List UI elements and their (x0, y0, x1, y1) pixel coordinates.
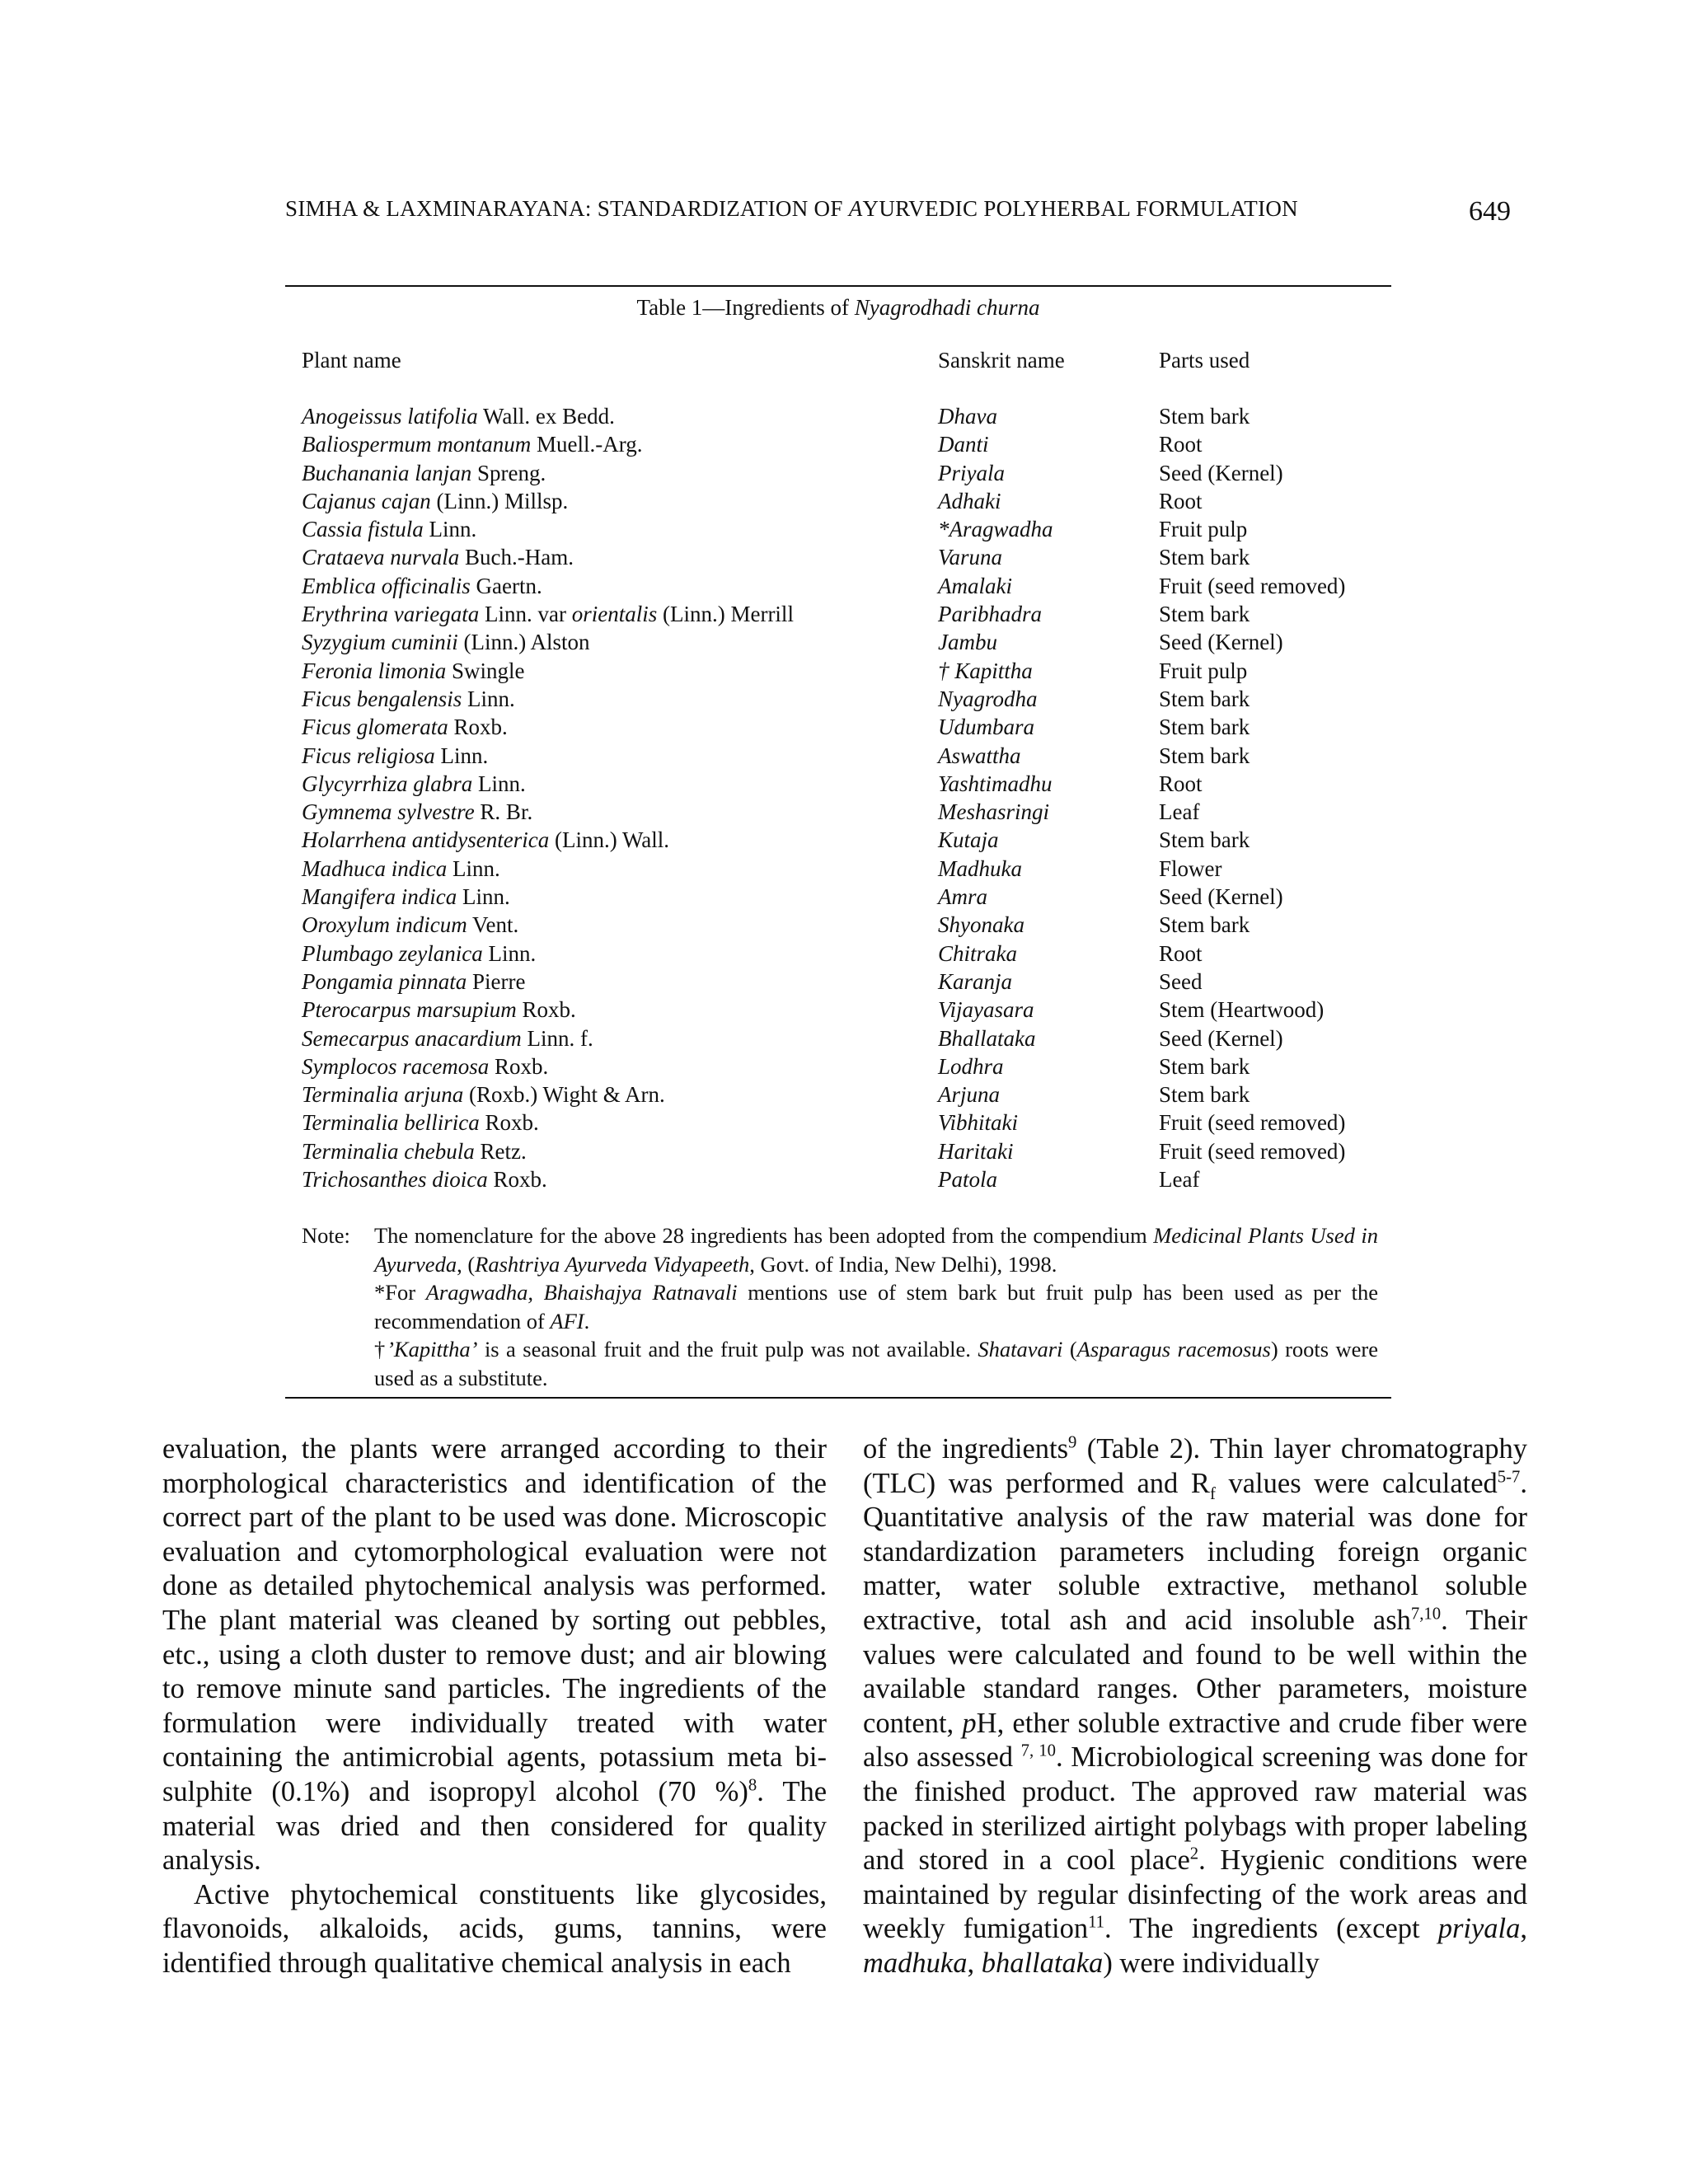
parts-used: Stem bark (1159, 545, 1250, 570)
table-row (285, 742, 1391, 770)
plant-name: Cassia fistula Linn. (302, 517, 477, 542)
parts-used: Seed (1159, 968, 1203, 994)
sanskrit-name: † Kapittha (938, 658, 1033, 683)
sanskrit-name: Udumbara (938, 715, 1035, 740)
sanskrit-name: Haritaki (938, 1138, 1014, 1164)
table-row (285, 855, 1391, 883)
column-header-plant-name: Plant name (302, 348, 401, 373)
parts-used: Fruit (seed removed) (1159, 573, 1346, 598)
sanskrit-name: Shyonaka (938, 912, 1025, 938)
sanskrit-name: Lodhra (938, 1053, 1004, 1079)
sanskrit-name: Adhaki (938, 488, 1001, 513)
body-column-right (863, 1432, 1527, 1981)
table-row (285, 628, 1391, 656)
parts-used: Stem bark (1159, 715, 1250, 740)
sanskrit-name: Vijayasara (938, 997, 1034, 1023)
table-row (285, 940, 1391, 968)
table-row (285, 883, 1391, 911)
sanskrit-name: Aswattha (938, 743, 1021, 768)
column-header-sanskrit-name: Sanskrit name (938, 348, 1065, 373)
table-row (285, 713, 1391, 741)
table-row (285, 996, 1391, 1024)
plant-name: Trichosanthes dioica Roxb. (302, 1167, 547, 1193)
plant-name: Syzygium cuminii (Linn.) Alston (302, 630, 590, 655)
table-row (285, 430, 1391, 458)
table-row (285, 600, 1391, 628)
sanskrit-name: Patola (938, 1167, 997, 1193)
parts-used: Stem (Heartwood) (1159, 997, 1325, 1023)
table-row (285, 572, 1391, 600)
sanskrit-name: *Aragwadha (938, 517, 1053, 542)
paragraph-evaluation: evaluation, the plants were arranged according to their morphological characteristics and identification of the correct part of the plant to be used was done. Microscopic evaluation and cytomorphological evaluation were not done as detailed phytochemical analysis was performed. The plant material was cleaned by sorting out pebbles, etc., using a cloth duster to remove dust; and air blowing to remove minute sand particles. The ingredients of the formulation were individually treated with water containing the antimicrobial agents, potassium meta bi-sulphite (0.1%) and isopropyl alcohol (70 %)$^8$. The material was dried and then considered for quality analysis. (162, 1433, 828, 1877)
table-caption (285, 295, 1391, 328)
table-header-row (285, 348, 1391, 384)
table-row (285, 1108, 1391, 1137)
table-row (285, 911, 1391, 939)
plant-name: Holarrhena antidysenterica (Linn.) Wall. (302, 827, 670, 853)
note-nomenclature: The nomenclature for the above 28 ingredients has been adopted from the compendium Medicinal Plants Used in Ayurveda, (Rashtriya Ayurveda Vidyapeeth, Govt. of India, New Delhi), 1998. (374, 1223, 1378, 1277)
note-aragwadha: *For Aragwadha, Bhaishajya Ratnavali mentions use of stem bark but fruit pulp has been used as per the recommendation of AFI. (374, 1280, 1378, 1333)
sanskrit-name: Amra (938, 884, 987, 910)
plant-name: Ficus glomerata Roxb. (302, 715, 508, 740)
parts-used: Seed (Kernel) (1159, 630, 1283, 655)
table-row (285, 1024, 1391, 1052)
table-row (285, 459, 1391, 487)
table-row (285, 968, 1391, 996)
parts-used: Fruit pulp (1159, 517, 1248, 542)
sanskrit-name: Arjuna (938, 1082, 1001, 1108)
parts-used: Stem bark (1159, 1053, 1250, 1079)
table-row (285, 1137, 1391, 1165)
table-row (285, 770, 1391, 798)
plant-name: Terminalia arjuna (Roxb.) Wight & Arn. (302, 1082, 665, 1108)
parts-used: Fruit (seed removed) (1159, 1110, 1346, 1136)
table-caption-title: Nyagrodhadi churna (854, 295, 1040, 320)
parts-used: Stem bark (1159, 912, 1250, 938)
table-caption-prefix: Table 1—Ingredients of (636, 295, 855, 320)
plant-name: Pongamia pinnata Pierre (302, 968, 526, 994)
parts-used: Stem bark (1159, 827, 1250, 853)
note-kapittha: †’Kapittha’ is a seasonal fruit and the fruit pulp was not available. Shatavari (Asparagus racemosus) roots were used as a substitute. (374, 1337, 1379, 1390)
parts-used: Leaf (1159, 1167, 1200, 1193)
ingredients-table (285, 285, 1391, 1399)
sanskrit-name: Kutaja (938, 827, 999, 853)
plant-name: Crataeva nurvala Buch.-Ham. (302, 545, 574, 570)
note-body (374, 1221, 1391, 1392)
parts-used: Stem bark (1159, 686, 1250, 711)
table-body (285, 402, 1391, 1193)
running-head: SIMHA & LAXMINARAYANA: STANDARDIZATION OF AYURVEDIC POLYHERBAL FORMULATION (285, 196, 1298, 221)
plant-name: Feronia limonia Swingle (302, 658, 525, 683)
plant-name: Oroxylum indicum Vent. (302, 912, 519, 938)
plant-name: Mangifera indica Linn. (302, 884, 510, 910)
column-header-parts-used: Parts used (1159, 348, 1250, 373)
table-bottom-rule (285, 1397, 1391, 1399)
parts-used: Fruit pulp (1159, 658, 1248, 683)
sanskrit-name: Varuna (938, 545, 1003, 570)
table-row (285, 826, 1391, 854)
sanskrit-name: Bhallataka (938, 1025, 1036, 1051)
parts-used: Seed (Kernel) (1159, 460, 1283, 485)
plant-name: Terminalia bellirica Roxb. (302, 1110, 539, 1136)
plant-name: Pterocarpus marsupium Roxb. (302, 997, 576, 1023)
sanskrit-name: Amalaki (938, 573, 1012, 598)
sanskrit-name: Yashtimadhu (938, 771, 1053, 796)
sanskrit-name: Karanja (938, 968, 1013, 994)
table-row (285, 515, 1391, 543)
plant-name: Ficus bengalensis Linn. (302, 686, 515, 711)
sanskrit-name: Chitraka (938, 940, 1018, 966)
sanskrit-name: Danti (938, 432, 989, 457)
parts-used: Root (1159, 940, 1203, 966)
plant-name: Plumbago zeylanica Linn. (302, 940, 537, 966)
table-row (285, 487, 1391, 515)
plant-name: Anogeissus latifolia Wall. ex Bedd. (302, 404, 615, 429)
parts-used: Root (1159, 488, 1203, 513)
body-column-left (162, 1432, 827, 1981)
page-number: 649 (1469, 196, 1511, 227)
parts-used: Seed (Kernel) (1159, 884, 1283, 910)
sanskrit-name: Priyala (938, 460, 1005, 485)
plant-name: Cajanus cajan (Linn.) Millsp. (302, 488, 569, 513)
plant-name: Symplocos racemosa Roxb. (302, 1053, 549, 1079)
sanskrit-name: Paribhadra (938, 602, 1043, 627)
parts-used: Stem bark (1159, 1082, 1250, 1108)
parts-used: Fruit (seed removed) (1159, 1138, 1346, 1164)
parts-used: Root (1159, 771, 1203, 796)
plant-name: Erythrina variegata Linn. var orientalis (Linn.) Merrill (302, 602, 794, 627)
table-row (285, 685, 1391, 713)
plant-name: Gymnema sylvestre R. Br. (302, 799, 533, 825)
table-top-rule (285, 285, 1391, 287)
plant-name: Terminalia chebula Retz. (302, 1138, 527, 1164)
parts-used: Flower (1159, 855, 1222, 881)
table-row (285, 543, 1391, 571)
parts-used: Stem bark (1159, 602, 1250, 627)
sanskrit-name: Meshasringi (938, 799, 1049, 825)
parts-used: Leaf (1159, 799, 1200, 825)
plant-name: Semecarpus anacardium Linn. f. (302, 1025, 593, 1051)
table-row (285, 798, 1391, 826)
sanskrit-name: Madhuka (938, 855, 1022, 881)
sanskrit-name: Dhava (938, 404, 997, 429)
parts-used: Root (1159, 432, 1203, 457)
parts-used: Stem bark (1159, 743, 1250, 768)
note-label: Note: (302, 1223, 350, 1249)
table-row (285, 1080, 1391, 1108)
table-row (285, 1052, 1391, 1080)
paragraph-phytochemical: Active phytochemical constituents like glycosides, flavonoids, alkaloids, acids, gums, tannins, were identified through qualitative chemical analysis in each (162, 1878, 827, 1979)
plant-name: Buchanania lanjan Spreng. (302, 460, 546, 485)
sanskrit-name: Jambu (938, 630, 997, 655)
sanskrit-name: Nyagrodha (938, 686, 1038, 711)
table-row (285, 402, 1391, 430)
table-row (285, 1165, 1391, 1193)
plant-name: Ficus religiosa Linn. (302, 743, 489, 768)
sanskrit-name: Vibhitaki (938, 1110, 1018, 1136)
plant-name: Baliospermum montanum Muell.-Arg. (302, 432, 643, 457)
plant-name: Glycyrrhiza glabra Linn. (302, 771, 526, 796)
paragraph-analysis: of the ingredients$^9$ (Table 2). Thin layer chromatography (TLC) was performed and $R_f$ values were calculated$^{5-7}$. Quantitative analysis of the raw material was done for standardization parameters including foreign organic matter, water soluble extractive, methanol soluble extractive, total ash and acid insoluble ash$^{7,10}$. Their values were calculated and found to be well within the available standard ranges. Other parameters, moisture content, pH, ether soluble extractive and crude fiber were also assessed $^{7, 10}$. Microbiological screening was done for the finished product. The approved raw material was packed in sterilized airtight polybags with proper labeling and stored in a cool place$^2$. Hygienic conditions were maintained by regular disinfecting of the work areas and weekly fumigation$^{11}$. The ingredients (except priyala, madhuka, bhallataka) were individually (863, 1433, 1528, 1979)
plant-name: Emblica officinalis Gaertn. (302, 573, 542, 598)
table-row (285, 657, 1391, 685)
parts-used: Stem bark (1159, 404, 1250, 429)
parts-used: Seed (Kernel) (1159, 1025, 1283, 1051)
table-note (285, 1221, 1391, 1392)
plant-name: Madhuca indica Linn. (302, 855, 500, 881)
